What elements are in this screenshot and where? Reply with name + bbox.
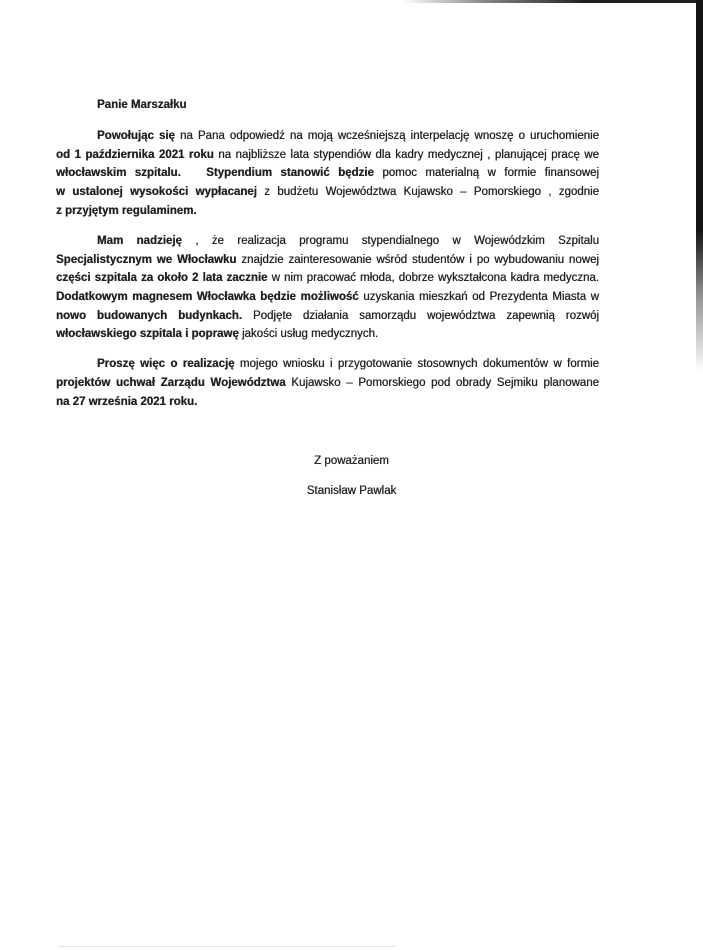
text-line <box>56 146 599 165</box>
text-line <box>56 288 599 307</box>
text-line-bold-segment: z przyjętym regulaminem. <box>56 204 197 217</box>
text-line-regular-segment: znajdzie zainteresowanie wśród studentów i po wybudowaniu nowej <box>236 253 599 266</box>
text-line-bold-segment: w ustalonej wysokości wypłacanej <box>56 186 257 199</box>
text-line-regular-segment: na najbliższe lata stypendiów dla kadry medycznej , planującej pracę we <box>213 148 599 161</box>
text-line-regular-segment: w nim pracować młoda, dobrze wykształcona kadra medyczna. <box>267 272 599 285</box>
text-line <box>56 325 599 344</box>
text-line-regular-segment: z budżetu Województwa Kujawsko – Pomorskiego , zgodnie <box>256 186 599 199</box>
text-line-bold-segment: Mam nadzieję <box>97 234 182 247</box>
text-line-regular-segment: pomoc materialną w formie finansowej <box>373 167 599 180</box>
text-line-regular-segment: mojego wniosku i przygotowanie stosownych dokumentów w formie <box>234 358 600 371</box>
text-line-bold-segment: na 27 września 2021 roku. <box>56 395 198 408</box>
paragraph <box>56 127 599 221</box>
text-line-regular-segment: jakości usług medycznych. <box>238 328 379 341</box>
text-line <box>56 374 599 393</box>
text-line <box>56 127 599 146</box>
scan-artifact-right-edge <box>696 0 703 372</box>
text-line-bold-segment: Proszę więc o realizację <box>97 358 235 371</box>
text-line <box>56 269 599 288</box>
text-line <box>56 183 599 202</box>
closing-phrase: Z poważaniem <box>314 455 389 467</box>
text-line-bold-segment: Dodatkowym magnesem Włocławka będzie możliwość <box>56 290 359 303</box>
text-line-regular-segment: , że realizacja programu stypendialnego w Wojewódzkim Szpitalu <box>181 234 599 247</box>
text-line-bold-segment: Powołując się <box>97 130 175 142</box>
text-line-bold-segment: nowo budowanych budynkach. <box>56 309 243 322</box>
text-line-bold-segment: projektów uchwał Zarządu Województwa <box>56 377 286 390</box>
paragraph <box>56 232 599 344</box>
text-line-bold-segment: od 1 października 2021 roku <box>56 148 214 161</box>
signature-name: Stanisław Pawlak <box>306 485 397 497</box>
text-line <box>56 355 599 374</box>
text-line <box>56 164 599 183</box>
text-line <box>56 307 599 326</box>
scan-artifact-top-edge <box>403 0 703 3</box>
scan-artifact-bottom-edge <box>58 946 396 947</box>
text-line-regular-segment: na Pana odpowiedź na moją wcześniejszą interpelację wnoszę o uruchomienie <box>174 130 599 142</box>
salutation: Panie Marszałku <box>97 99 187 111</box>
text-line <box>56 251 599 270</box>
text-line-bold-segment: włocławskim szpitalu. Stypendium stanowić będzie <box>56 167 374 180</box>
text-line-bold-segment: włocławskiego szpitala i poprawę <box>56 328 239 341</box>
text-line-bold-segment: Specjalistycznym we Włocławku <box>56 253 237 266</box>
text-line-regular-segment: uzyskania mieszkań od Prezydenta Miasta w <box>358 290 599 303</box>
paragraphs <box>56 127 599 411</box>
text-line <box>56 232 599 251</box>
letter-body <box>56 96 599 411</box>
text-line-bold-segment: części szpitala za około 2 lata zacznie <box>56 272 268 285</box>
text-line-regular-segment: Kujawsko – Pomorskiego pod obrady Sejmiku planowane <box>285 377 599 390</box>
text-line-regular-segment: Podjęte działania samorządu województwa zapewnią rozwój <box>242 309 600 322</box>
text-line <box>56 202 599 221</box>
paragraph <box>56 355 599 411</box>
text-line <box>56 393 599 412</box>
